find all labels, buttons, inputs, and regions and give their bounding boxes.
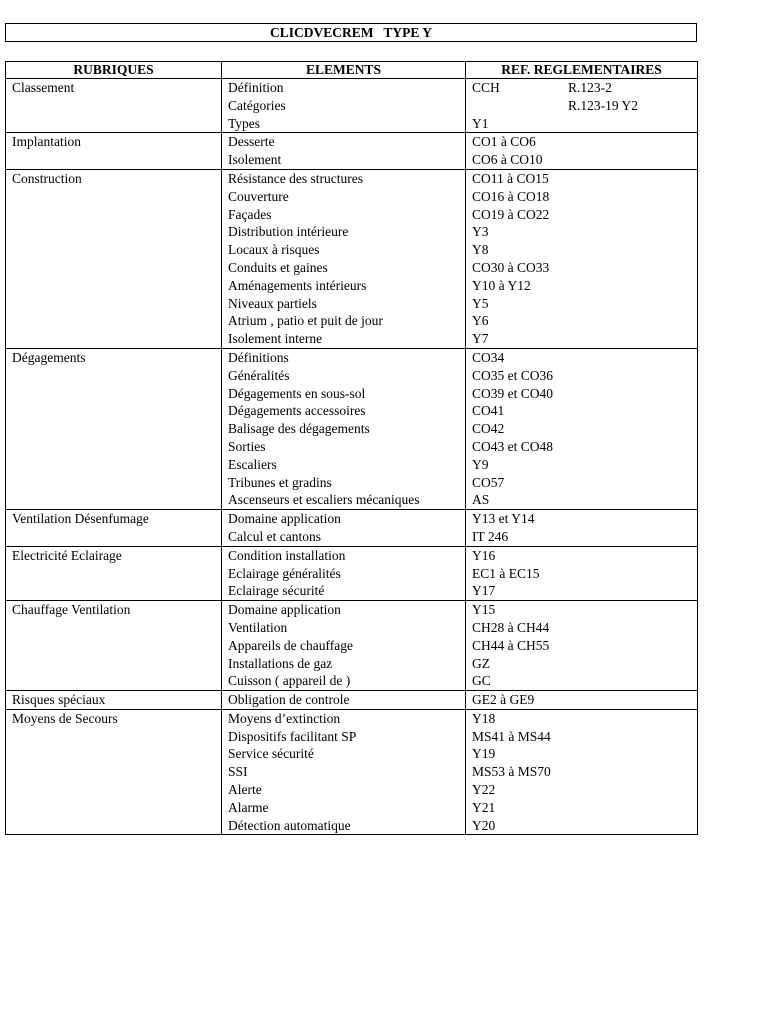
- table-row-construction: [6, 169, 698, 348]
- ref-value: GZ: [472, 655, 490, 671]
- ref-line: [472, 133, 697, 151]
- ref-value: CO1 à CO6: [472, 134, 536, 150]
- ref-value: Y17: [472, 583, 496, 599]
- ref-value: Y15: [472, 602, 496, 618]
- ref-value: CCH: [472, 80, 500, 95]
- ref-value-secondary: R.123-2: [568, 80, 612, 95]
- elements-cell: [222, 510, 466, 547]
- element-item: Isolement interne: [228, 331, 323, 347]
- element-item: Catégories: [228, 97, 286, 113]
- ref-line: [472, 170, 697, 188]
- rubrique-label: Chauffage Ventilation: [12, 602, 131, 618]
- rubrique-cell: [6, 691, 222, 710]
- ref-line: [472, 781, 697, 799]
- element-item: Sorties: [228, 438, 266, 454]
- element-item: Détection automatique: [228, 817, 351, 833]
- rubrique-cell: [6, 709, 222, 835]
- ref-value: CO34: [472, 349, 505, 365]
- ref-line: [472, 637, 697, 655]
- ref-value: CO35 et CO36: [472, 367, 553, 383]
- ref-value: CO11 à CO15: [472, 170, 549, 186]
- table-row-ventilation-desenfumage: [6, 510, 698, 547]
- ref-line: [472, 817, 697, 835]
- regulation-table: [5, 61, 698, 835]
- ref-line: [472, 241, 697, 259]
- element-item: Locaux à risques: [228, 242, 320, 258]
- ref-value: AS: [472, 492, 490, 508]
- ref-line: [472, 601, 697, 619]
- ref-value: EC1 à EC15: [472, 565, 540, 581]
- elements-cell: [222, 691, 466, 710]
- ref-line: [472, 312, 697, 330]
- element-item: Niveaux partiels: [228, 295, 317, 311]
- rubrique-cell: [6, 546, 222, 600]
- rubrique-cell: [6, 133, 222, 170]
- ref-value: Y13 et Y14: [472, 511, 535, 527]
- element-item: Service sécurité: [228, 746, 314, 762]
- ref-value: CO43 et CO48: [472, 438, 553, 454]
- refs-cell: [466, 510, 698, 547]
- ref-line: [472, 565, 697, 583]
- refs-cell: [466, 546, 698, 600]
- element-item: Isolement: [228, 152, 282, 168]
- element-item: Moyens d’extinction: [228, 710, 341, 726]
- ref-line: [472, 115, 697, 133]
- ref-value: CO41: [472, 403, 505, 419]
- refs-cell: [466, 691, 698, 710]
- ref-value: Y21: [472, 799, 496, 815]
- element-item: Atrium , patio et puit de jour: [228, 313, 383, 329]
- rubrique-label: Implantation: [12, 134, 81, 150]
- element-item: Escaliers: [228, 456, 277, 472]
- rubrique-cell: [6, 510, 222, 547]
- rubrique-label: Moyens de Secours: [12, 710, 118, 726]
- ref-line: [472, 206, 697, 224]
- element-item: SSI: [228, 764, 248, 780]
- element-item: Cuisson ( appareil de ): [228, 673, 351, 689]
- ref-line: [472, 582, 697, 600]
- element-item: Distribution intérieure: [228, 224, 349, 240]
- table-body: [6, 79, 698, 835]
- ref-line: [472, 259, 697, 277]
- ref-value: Y19: [472, 746, 496, 762]
- element-item: Eclairage généralités: [228, 565, 341, 581]
- element-item: Définition: [228, 80, 284, 95]
- element-item: Types: [228, 115, 261, 131]
- table-header-row: [6, 62, 698, 79]
- element-item: Aménagements intérieurs: [228, 277, 367, 293]
- document-title: CLICDVECREM TYPE Y: [5, 23, 697, 42]
- ref-line: [472, 799, 697, 817]
- ref-value: Y5: [472, 295, 489, 311]
- rubrique-cell: [6, 169, 222, 348]
- element-item: Domaine application: [228, 511, 341, 527]
- element-item: Dégagements accessoires: [228, 403, 366, 419]
- rubrique-cell: [6, 79, 222, 133]
- ref-value: GE2 à GE9: [472, 692, 535, 708]
- ref-line: [472, 745, 697, 763]
- ref-line: [472, 385, 697, 403]
- ref-value: Y9: [472, 456, 489, 472]
- rubrique-label: Classement: [12, 80, 75, 95]
- ref-line: [472, 151, 697, 169]
- element-item: Dégagements en sous-sol: [228, 385, 366, 401]
- refs-cell: [466, 133, 698, 170]
- ref-line: [472, 456, 697, 474]
- rubrique-cell: [6, 348, 222, 509]
- table-row-chauffage-ventilation: [6, 601, 698, 691]
- refs-cell: [466, 601, 698, 691]
- element-item: Installations de gaz: [228, 655, 333, 671]
- refs-cell: [466, 709, 698, 835]
- header-rubriques: RUBRIQUES: [6, 62, 222, 79]
- elements-cell: [222, 79, 466, 133]
- ref-value: CO6 à CO10: [472, 152, 543, 168]
- element-item: Définitions: [228, 349, 289, 365]
- table-row-risques-speciaux: [6, 691, 698, 710]
- ref-value: Y7: [472, 331, 489, 347]
- element-item: Obligation de controle: [228, 692, 350, 708]
- ref-line: [472, 438, 697, 456]
- element-item: Ascenseurs et escaliers mécaniques: [228, 492, 420, 508]
- element-item: Généralités: [228, 367, 290, 383]
- ref-line: [472, 763, 697, 781]
- ref-line: [472, 547, 697, 565]
- ref-value: Y16: [472, 547, 496, 563]
- ref-line: [472, 510, 697, 528]
- element-item: Alarme: [228, 799, 269, 815]
- ref-line: [472, 728, 697, 746]
- ref-line: [472, 619, 697, 637]
- ref-value: MS41 à MS44: [472, 728, 551, 744]
- element-item: Façades: [228, 206, 272, 222]
- ref-line: [472, 528, 697, 546]
- ref-value: Y22: [472, 782, 496, 798]
- ref-value: GC: [472, 673, 491, 689]
- ref-line: [472, 474, 697, 492]
- ref-line: [472, 79, 697, 97]
- refs-cell: [466, 348, 698, 509]
- element-item: Résistance des structures: [228, 170, 363, 186]
- element-item: Tribunes et gradins: [228, 474, 332, 490]
- refs-cell: [466, 79, 698, 133]
- element-item: Couverture: [228, 188, 289, 204]
- ref-value: Y18: [472, 710, 496, 726]
- ref-line: [472, 223, 697, 241]
- ref-value: CH44 à CH55: [472, 637, 550, 653]
- table-row-moyens-de-secours: [6, 709, 698, 835]
- element-item: Eclairage sécurité: [228, 583, 325, 599]
- elements-cell: [222, 348, 466, 509]
- ref-line: [472, 349, 697, 367]
- element-item: Alerte: [228, 782, 262, 798]
- ref-line: [472, 672, 697, 690]
- element-item: Appareils de chauffage: [228, 637, 353, 653]
- rubrique-label: Ventilation Désenfumage: [12, 511, 149, 527]
- ref-value: Y1: [472, 115, 489, 131]
- ref-value: Y3: [472, 224, 489, 240]
- header-refs: REF. REGLEMENTAIRES: [466, 62, 698, 79]
- rubrique-label: Construction: [12, 170, 82, 186]
- ref-line: [472, 330, 697, 348]
- elements-cell: [222, 709, 466, 835]
- rubrique-label: Dégagements: [12, 349, 86, 365]
- ref-line: [472, 710, 697, 728]
- ref-line: [472, 691, 697, 709]
- ref-value: CH28 à CH44: [472, 619, 550, 635]
- ref-line: [472, 491, 697, 509]
- element-item: Dispositifs facilitant SP: [228, 728, 357, 744]
- table-row-electricite-eclairage: [6, 546, 698, 600]
- rubrique-cell: [6, 601, 222, 691]
- ref-value: Y20: [472, 817, 496, 833]
- ref-value: Y6: [472, 313, 489, 329]
- ref-value: IT 246: [472, 528, 509, 544]
- rubrique-label: Electricité Eclairage: [12, 547, 122, 563]
- ref-line: [472, 295, 697, 313]
- refs-cell: [466, 169, 698, 348]
- table-row-classement: [6, 79, 698, 133]
- element-item: Desserte: [228, 134, 275, 150]
- ref-line: [472, 188, 697, 206]
- element-item: Balisage des dégagements: [228, 421, 370, 437]
- table-row-implantation: [6, 133, 698, 170]
- element-item: Conduits et gaines: [228, 259, 328, 275]
- header-elements: ELEMENTS: [222, 62, 466, 79]
- elements-cell: [222, 169, 466, 348]
- ref-line: [472, 420, 697, 438]
- ref-value: CO19 à CO22: [472, 206, 550, 222]
- ref-value-secondary: R.123-19 Y2: [568, 97, 638, 113]
- ref-value: CO30 à CO33: [472, 259, 550, 275]
- ref-value: CO42: [472, 421, 505, 437]
- elements-cell: [222, 601, 466, 691]
- element-item: Domaine application: [228, 602, 341, 618]
- ref-value: CO57: [472, 474, 505, 490]
- ref-line: [472, 655, 697, 673]
- elements-cell: [222, 133, 466, 170]
- ref-value: Y10 à Y12: [472, 277, 531, 293]
- ref-value: CO16 à CO18: [472, 188, 550, 204]
- ref-value: MS53 à MS70: [472, 764, 551, 780]
- table-row-degagements: [6, 348, 698, 509]
- element-item: Condition installation: [228, 547, 346, 563]
- ref-line: [472, 277, 697, 295]
- element-item: Calcul et cantons: [228, 528, 321, 544]
- ref-value: Y8: [472, 242, 489, 258]
- ref-line: [472, 402, 697, 420]
- ref-line: [472, 367, 697, 385]
- ref-value: CO39 et CO40: [472, 385, 553, 401]
- element-item: Ventilation: [228, 619, 288, 635]
- elements-cell: [222, 546, 466, 600]
- ref-line: [472, 97, 697, 115]
- rubrique-label: Risques spéciaux: [12, 692, 106, 708]
